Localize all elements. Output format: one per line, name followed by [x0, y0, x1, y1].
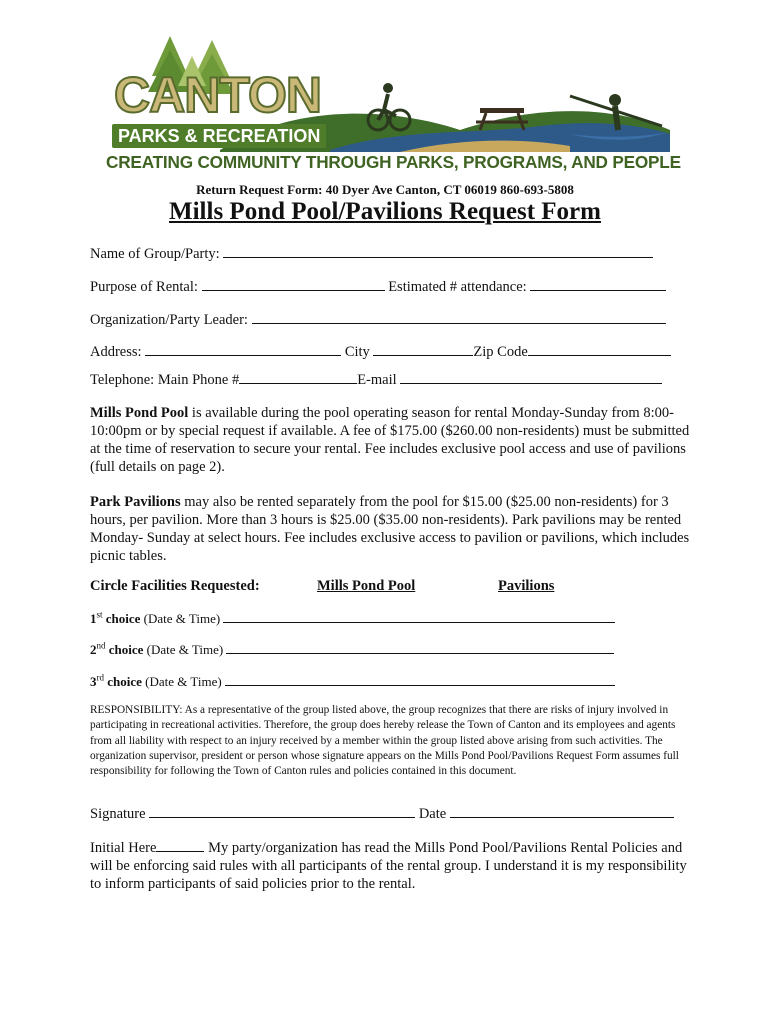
attendance-field[interactable] [530, 276, 666, 291]
second-choice-field[interactable] [226, 640, 614, 654]
third-choice-row [90, 672, 615, 690]
email-label: E-mail [357, 372, 397, 388]
zip-label: Zip Code [473, 344, 528, 360]
email-field[interactable] [400, 369, 662, 384]
address-row [90, 341, 671, 361]
signature-label: Signature [90, 806, 146, 822]
zip-field[interactable] [528, 341, 671, 356]
signature-field[interactable] [149, 803, 415, 818]
initial-field[interactable] [156, 839, 204, 852]
pavilion-paragraph [90, 493, 690, 565]
city-field[interactable] [373, 341, 473, 356]
pavilion-text: may also be rented separately from the pool for $15.00 ($25.00 non-residents) for 3 hours, per pavilion. More than 3 hours is $25.00 ($35.00 non-residents). Park pavilions may be rented Monday- Sunday at select hours. Fee includes exclusive access to pavilion or pavilions, which includes picnic tables. [90, 494, 690, 564]
choice-detail: (Date & Time) [146, 642, 224, 657]
choice-word: choice [107, 674, 142, 689]
choice-suffix: st [96, 609, 103, 620]
choice-suffix: rd [96, 672, 104, 683]
group-name-label: Name of Group/Party: [90, 246, 220, 262]
option-mills-pond-pool[interactable]: Mills Pond Pool [317, 578, 416, 594]
pool-paragraph [90, 404, 690, 476]
second-choice-row [90, 640, 614, 658]
telephone-field[interactable] [239, 369, 357, 384]
pavilion-lead: Park Pavilions [90, 494, 181, 510]
choice-word: choice [105, 611, 141, 626]
group-name-row [90, 243, 653, 263]
group-name-field[interactable] [223, 243, 653, 258]
pool-lead: Mills Pond Pool [90, 405, 189, 421]
initial-label: Initial Here [90, 840, 157, 856]
leader-label: Organization/Party Leader: [90, 312, 248, 328]
initial-paragraph [90, 839, 690, 893]
date-field[interactable] [450, 803, 674, 818]
pool-text: is available during the pool operating season for rental Monday-Sunday from 8:00-10:00pm or by special request if available. A fee of $175.00 ($260.00 non-residents) must be submitted at the time of reservation to secure your rental. Fee includes exclusive pool access and use of pavilions (full details on page 2). [90, 405, 690, 475]
initial-text: My party/organization has read the Mills Pond Pool/Pavilions Rental Policies and will be enforcing said rules with all participants of the rental group. I understand it is my responsibility to inform participants of said policies prior to the rental. [90, 840, 687, 892]
attendance-label: Estimated # attendance: [388, 279, 527, 295]
address-label: Address: [90, 344, 142, 360]
choice-suffix: nd [96, 640, 106, 651]
purpose-label: Purpose of Rental: [90, 279, 198, 295]
form-title: Mills Pond Pool/Pavilions Request Form [169, 198, 601, 225]
first-choice-row [90, 609, 615, 627]
canton-parks-logo [100, 30, 680, 180]
purpose-row [90, 276, 666, 296]
signature-row [90, 803, 690, 823]
purpose-field[interactable] [202, 276, 385, 291]
return-address-line: Return Request Form: 40 Dyer Ave Canton, CT 06019 860-693-5808 [196, 182, 574, 197]
date-label: Date [418, 806, 447, 822]
choice-detail: (Date & Time) [145, 674, 222, 689]
telephone-row [90, 369, 662, 389]
choice-number: 3 [90, 674, 97, 689]
logo-title: CANTON [114, 67, 321, 123]
option-pavilions[interactable]: Pavilions [498, 578, 555, 594]
city-label: City [344, 344, 370, 360]
facilities-label: Circle Facilities Requested: [90, 578, 260, 594]
third-choice-field[interactable] [225, 672, 615, 686]
logo-tagline: CREATING COMMUNITY THROUGH PARKS, PROGRAMS, AND PEOPLE [106, 152, 681, 172]
choice-word: choice [108, 642, 144, 657]
leader-row [90, 309, 666, 329]
first-choice-field[interactable] [223, 609, 615, 623]
choice-detail: (Date & Time) [143, 611, 221, 626]
leader-field[interactable] [252, 309, 666, 324]
logo-subtitle: PARKS & RECREATION [112, 124, 326, 148]
choice-number: 1 [90, 611, 97, 626]
choice-number: 2 [90, 642, 97, 657]
responsibility-paragraph: RESPONSIBILITY: As a representative of the group listed above, the group recognizes that there are risks of injury involved in participating in recreational activities. Therefore, the group does hereby release the Town of Canton and its employees and agents from all liability with respect to an injury received by a member within the group listed above arising from such activities. The organization supervisor, president or person whose signature appears on the Mills Pond Pool/Pavilions Request Form assumes full responsibility for following the Town of Canton rules and policies contained in this document. [90, 704, 679, 778]
telephone-label: Telephone: Main Phone # [90, 372, 240, 388]
address-field[interactable] [145, 341, 341, 356]
